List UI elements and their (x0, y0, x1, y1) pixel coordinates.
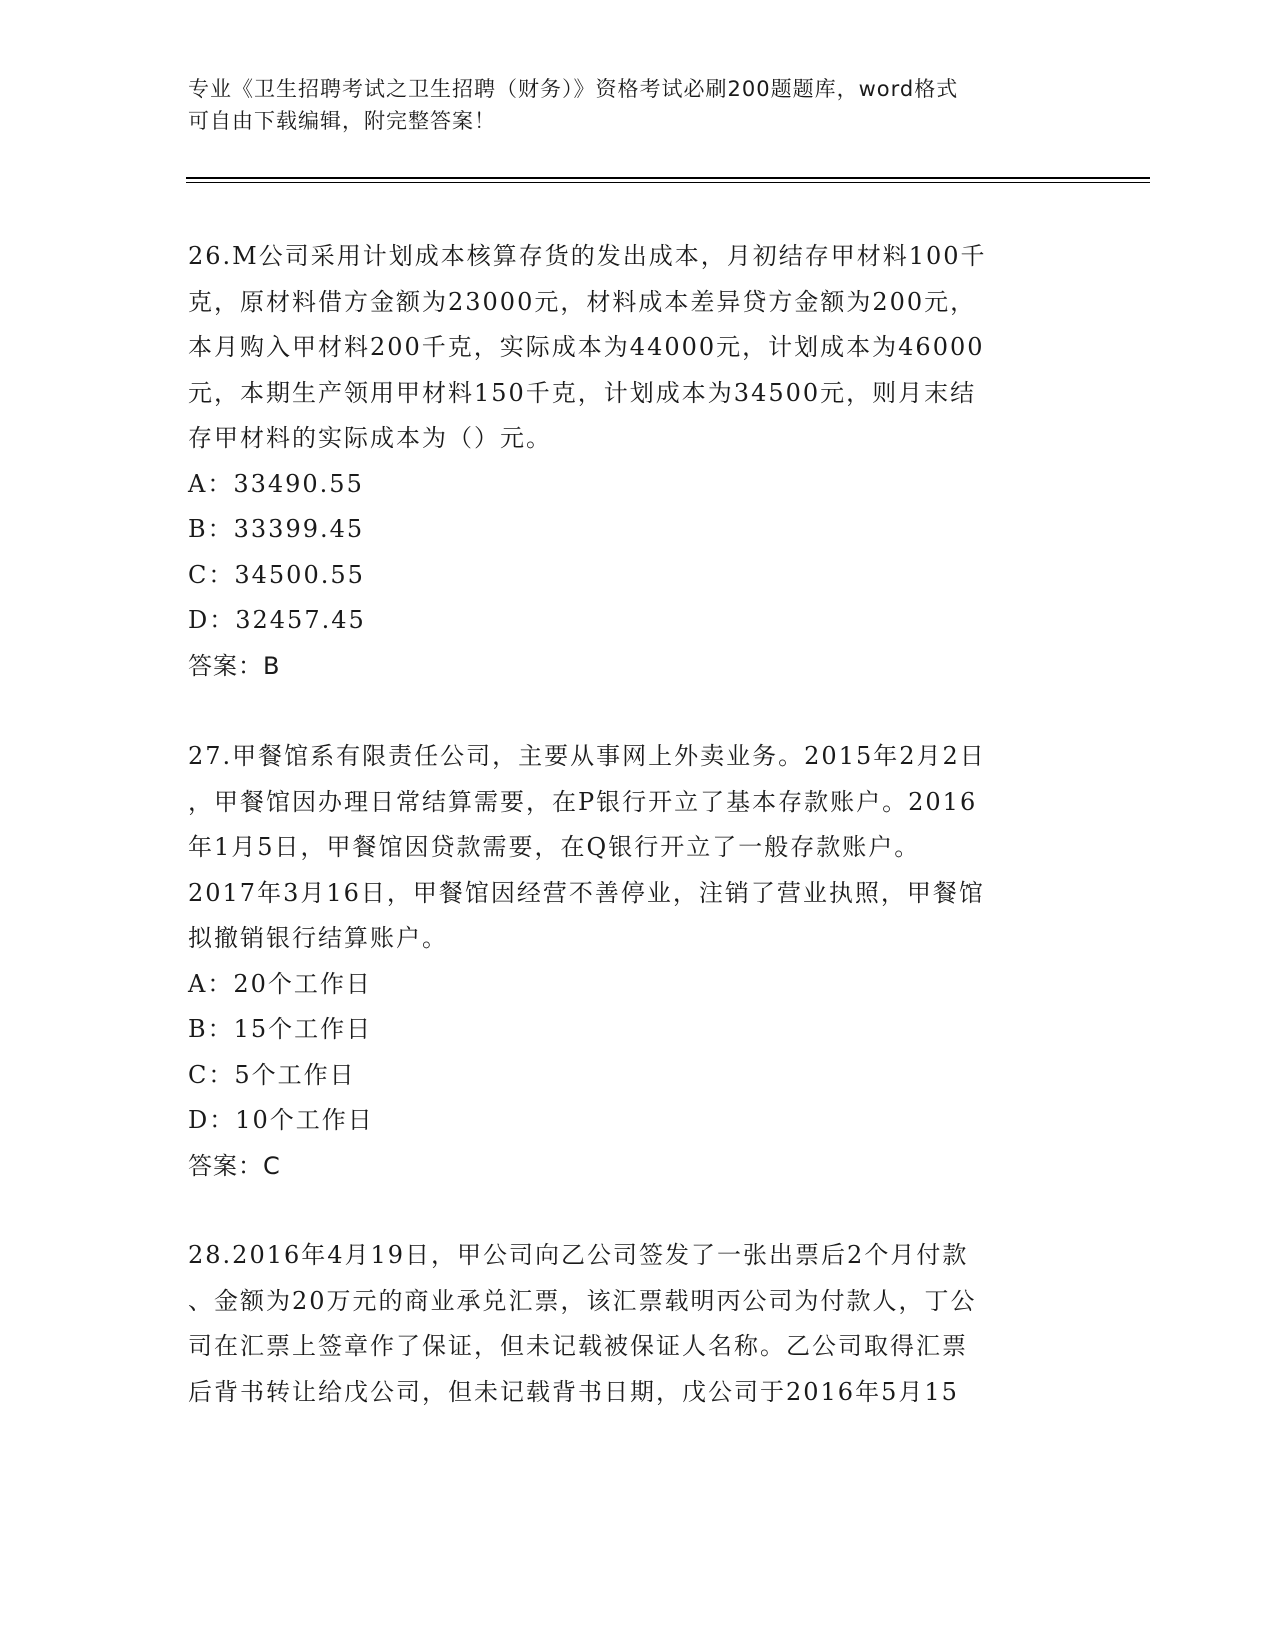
question-26 (188, 234, 1088, 689)
question-text-line: 年1月5日，甲餐馆因贷款需要，在Q银行开立了一般存款账户。 (188, 833, 921, 861)
option-d: D：10个工作日 (188, 1106, 374, 1134)
question-28 (188, 1233, 1088, 1415)
answer: 答案：C (188, 1151, 281, 1180)
option-b: B：15个工作日 (188, 1015, 373, 1043)
option-a: A：33490.55 (188, 469, 364, 498)
question-text-line: 司在汇票上签章作了保证，但未记载被保证人名称。乙公司取得汇票 (188, 1332, 968, 1360)
answer: 答案：B (188, 651, 281, 680)
question-text-line: 2017年3月16日，甲餐馆因经营不善停业，注销了营业执照，甲餐馆 (188, 878, 985, 907)
header-line: 专业《卫生招聘考试之卫生招聘（财务）》资格考试必刷200题题库，word格式 (188, 77, 959, 101)
question-text-line: ，甲餐馆因办理日常结算需要，在P银行开立了基本存款账户。2016 (188, 787, 978, 816)
question-text-line: 26.M公司采用计划成本核算存货的发出成本，月初结存甲材料100千 (188, 242, 987, 270)
document-header (188, 73, 1068, 137)
question-text-line: 27.甲餐馆系有限责任公司，主要从事网上外卖业务。2015年2月2日 (188, 742, 986, 770)
header-divider-thin (186, 182, 1150, 183)
option-b: B：33399.45 (188, 515, 365, 543)
question-text-line: 元，本期生产领用甲材料150千克，计划成本为34500元，则月末结 (188, 378, 977, 407)
question-text-line: 28.2016年4月19日，甲公司向乙公司签发了一张出票后2个月付款 (188, 1241, 969, 1269)
option-d: D：32457.45 (188, 606, 366, 634)
option-c: C：34500.55 (188, 560, 365, 589)
question-text-line: 本月购入甲材料200千克，实际成本为44000元，计划成本为46000 (188, 333, 985, 361)
header-divider (186, 177, 1150, 179)
question-text-line: 拟撤销银行结算账户。 (188, 924, 448, 952)
question-text-line: 存甲材料的实际成本为（）元。 (188, 424, 552, 452)
header-line: 可自由下载编辑，附完整答案！ (188, 109, 496, 133)
question-text-line: 、金额为20万元的商业承兑汇票，该汇票载明丙公司为付款人，丁公 (188, 1286, 977, 1315)
option-c: C：5个工作日 (188, 1060, 356, 1089)
question-text-line: 克，原材料借方金额为23000元，材料成本差异贷方金额为200元， (188, 287, 977, 316)
option-a: A：20个工作日 (188, 969, 372, 998)
question-text-line: 后背书转让给戊公司，但未记载背书日期，戊公司于2016年5月15 (188, 1377, 959, 1406)
question-27 (188, 734, 1088, 1189)
